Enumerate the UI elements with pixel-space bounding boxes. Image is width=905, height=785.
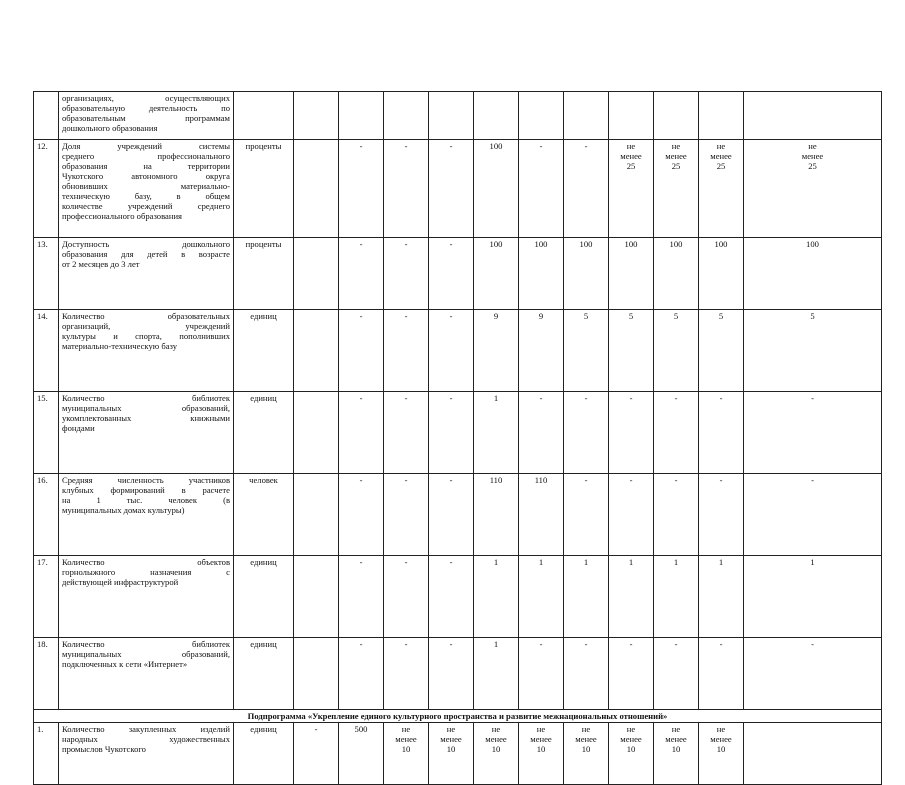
value-cell: 100 — [654, 238, 699, 310]
row-number: 14. — [34, 310, 59, 392]
value-cell: - — [699, 638, 744, 710]
value-cell: 1 — [564, 556, 609, 638]
value-cell: - — [654, 392, 699, 474]
value-line: 10 — [626, 744, 636, 754]
value-line: не — [401, 724, 411, 734]
value-cell: - — [339, 238, 384, 310]
value-cell — [339, 92, 384, 140]
value-cell — [699, 92, 744, 140]
text-line: муниципальных образований, — [62, 649, 230, 659]
indicator-name — [59, 638, 234, 710]
value-cell — [384, 723, 429, 785]
text-line: действующей инфраструктурой — [62, 577, 179, 587]
unit-cell: проценты — [234, 238, 294, 310]
value-cell: 1 — [744, 556, 882, 638]
row-number: 16. — [34, 474, 59, 556]
direction-cell — [744, 92, 882, 140]
value-cell: - — [384, 140, 429, 238]
value-cell — [294, 238, 339, 310]
text-line: образования для детей в возрасте — [62, 249, 230, 259]
table-row — [34, 392, 882, 474]
value-line: не — [716, 141, 726, 151]
text-line: укомплектованных книжными — [62, 413, 230, 423]
unit-cell: единиц — [234, 310, 294, 392]
value-cell: - — [744, 474, 882, 556]
value-cell: 500 — [339, 723, 384, 785]
value-line: 25 — [671, 161, 681, 171]
table-row — [34, 556, 882, 638]
text-line: материально-техническую базу — [62, 341, 178, 351]
table-row — [34, 723, 882, 785]
value-cell: - — [384, 310, 429, 392]
value-cell: 100 — [519, 238, 564, 310]
value-cell: 1 — [699, 556, 744, 638]
value-cell: 1 — [474, 638, 519, 710]
value-cell: - — [339, 392, 384, 474]
value-line: 10 — [446, 744, 456, 754]
table-body — [34, 92, 882, 785]
unit-cell: единиц — [234, 638, 294, 710]
value-cell: - — [429, 392, 474, 474]
text-line: обновивших материально- — [62, 181, 230, 191]
value-line: не — [536, 724, 546, 734]
text-line: культуры и спорта, пополнивших — [62, 331, 230, 341]
value-line: 10 — [536, 744, 546, 754]
value-line: не — [671, 141, 681, 151]
value-cell — [294, 474, 339, 556]
value-cell — [294, 310, 339, 392]
value-cell: 5 — [564, 310, 609, 392]
value-cell: - — [699, 392, 744, 474]
row-number: 12. — [34, 140, 59, 238]
unit-cell: проценты — [234, 140, 294, 238]
value-line: не — [626, 724, 636, 734]
value-cell: 100 — [699, 238, 744, 310]
text-line: промыслов Чукотского — [62, 744, 146, 754]
value-cell: - — [654, 638, 699, 710]
text-line: Количество образовательных — [62, 311, 230, 321]
value-cell: 1 — [474, 556, 519, 638]
indicator-name — [59, 140, 234, 238]
value-cell: 1 — [474, 392, 519, 474]
value-line: менее — [620, 734, 642, 744]
value-cell: - — [429, 556, 474, 638]
row-number: 17. — [34, 556, 59, 638]
value-cell: - — [384, 238, 429, 310]
table-row — [34, 638, 882, 710]
value-cell — [609, 140, 654, 238]
value-cell: - — [429, 474, 474, 556]
value-cell: 9 — [474, 310, 519, 392]
text-line: Количество библиотек — [62, 639, 230, 649]
value-cell — [654, 92, 699, 140]
value-cell — [609, 92, 654, 140]
row-number: 1. — [34, 723, 59, 785]
text-line: организациях, осуществляющих — [62, 93, 230, 103]
value-cell — [609, 723, 654, 785]
indicator-name — [59, 474, 234, 556]
value-cell: 110 — [474, 474, 519, 556]
value-cell: - — [429, 238, 474, 310]
value-cell: - — [564, 474, 609, 556]
value-line: не — [491, 724, 501, 734]
value-line: менее — [395, 734, 417, 744]
text-line: на 1 тыс. человек (в — [62, 495, 230, 505]
text-line: Количество закупленных изделий — [62, 724, 230, 734]
value-line: 10 — [716, 744, 726, 754]
value-cell — [654, 723, 699, 785]
value-cell: - — [339, 638, 384, 710]
value-cell: - — [564, 638, 609, 710]
value-line: менее — [665, 151, 687, 161]
value-line: менее — [801, 151, 824, 161]
value-cell: - — [654, 474, 699, 556]
value-cell: 110 — [519, 474, 564, 556]
value-cell: - — [564, 140, 609, 238]
row-number: 15. — [34, 392, 59, 474]
value-cell: - — [519, 140, 564, 238]
value-line: не — [808, 141, 817, 151]
unit-cell: человек — [234, 474, 294, 556]
table-row — [34, 310, 882, 392]
value-cell: 100 — [564, 238, 609, 310]
value-line: менее — [575, 734, 597, 744]
value-line: 25 — [716, 161, 726, 171]
value-cell: 5 — [699, 310, 744, 392]
table-row — [34, 238, 882, 310]
text-line: горнолыжного назначения с — [62, 567, 230, 577]
text-line: подключенных к сети «Интернет» — [62, 659, 188, 669]
value-cell: 100 — [609, 238, 654, 310]
value-cell: 100 — [474, 140, 519, 238]
indicators-table — [33, 91, 882, 785]
value-cell: - — [384, 638, 429, 710]
value-cell — [474, 723, 519, 785]
value-line: менее — [530, 734, 552, 744]
value-cell: 1 — [654, 556, 699, 638]
value-cell: - — [384, 474, 429, 556]
value-line: не — [581, 724, 591, 734]
value-cell: 1 — [519, 556, 564, 638]
value-cell: - — [744, 392, 882, 474]
value-cell — [564, 723, 609, 785]
value-line: не — [626, 141, 636, 151]
value-cell: - — [294, 723, 339, 785]
value-cell — [474, 92, 519, 140]
section-title: Подпрограмма «Укрепление единого культурного пространства и развитие межнациональных отношений» — [34, 710, 882, 723]
text-line: профессионального образования — [62, 211, 182, 221]
unit-cell: единиц — [234, 556, 294, 638]
text-line: образования на территории — [62, 161, 230, 171]
value-cell — [429, 92, 474, 140]
unit-cell: единиц — [234, 723, 294, 785]
text-line: Чукотского автономного округа — [62, 171, 230, 181]
text-line: Количество объектов — [62, 557, 230, 567]
value-cell — [519, 723, 564, 785]
text-line: народных художественных — [62, 734, 230, 744]
value-cell: - — [429, 638, 474, 710]
value-line: менее — [485, 734, 507, 744]
value-cell — [294, 392, 339, 474]
value-line: не — [716, 724, 726, 734]
value-cell: - — [564, 392, 609, 474]
text-line: количестве учреждений среднего — [62, 201, 230, 211]
text-line: фондами — [62, 423, 95, 433]
value-line: 10 — [581, 744, 591, 754]
value-cell: - — [519, 392, 564, 474]
table-row — [34, 474, 882, 556]
text-line: среднего профессионального — [62, 151, 230, 161]
row-number: 13. — [34, 238, 59, 310]
value-cell: - — [384, 392, 429, 474]
value-cell: - — [429, 140, 474, 238]
indicator-name — [59, 92, 234, 140]
unit-cell: единиц — [234, 392, 294, 474]
value-cell: - — [429, 310, 474, 392]
text-line: муниципальных образований, — [62, 403, 230, 413]
value-cell — [654, 140, 699, 238]
table-row — [34, 92, 882, 140]
value-line: менее — [440, 734, 462, 744]
indicator-name — [59, 392, 234, 474]
value-cell: 5 — [654, 310, 699, 392]
value-line: менее — [710, 734, 732, 744]
value-cell: - — [744, 638, 882, 710]
value-cell: 5 — [609, 310, 654, 392]
text-line: организаций, учреждений — [62, 321, 230, 331]
value-cell: - — [699, 474, 744, 556]
value-line: 25 — [808, 161, 817, 171]
text-line: Доступность дошкольного — [62, 239, 230, 249]
indicator-name — [59, 238, 234, 310]
value-cell — [699, 723, 744, 785]
text-line: образовательную деятельность по — [62, 103, 230, 113]
value-cell — [294, 92, 339, 140]
text-line: дошкольного образования — [62, 123, 158, 133]
value-cell: - — [339, 556, 384, 638]
text-line: клубных формирований в расчете — [62, 485, 230, 495]
value-cell: - — [339, 474, 384, 556]
section-row — [34, 710, 882, 723]
value-cell: - — [384, 556, 429, 638]
value-cell — [744, 723, 882, 785]
text-line: техническую базу, в общем — [62, 191, 230, 201]
row-number — [34, 92, 59, 140]
value-cell: - — [609, 474, 654, 556]
value-cell — [294, 556, 339, 638]
text-line: Средняя численность участников — [62, 475, 230, 485]
value-line: 10 — [491, 744, 501, 754]
value-cell: 100 — [474, 238, 519, 310]
value-cell — [294, 638, 339, 710]
text-line: Количество библиотек — [62, 393, 230, 403]
text-line: Доля учреждений системы — [62, 141, 230, 151]
text-line: муниципальных домах культуры) — [62, 505, 185, 515]
text-line: образовательным программам — [62, 113, 230, 123]
value-cell: - — [519, 638, 564, 710]
value-cell — [699, 140, 744, 238]
value-cell — [384, 92, 429, 140]
value-cell: 9 — [519, 310, 564, 392]
value-line: менее — [665, 734, 687, 744]
value-cell — [519, 92, 564, 140]
value-cell: - — [609, 392, 654, 474]
value-cell — [564, 92, 609, 140]
indicator-name — [59, 556, 234, 638]
table-row — [34, 140, 882, 238]
value-line: 10 — [671, 744, 681, 754]
value-line: менее — [710, 151, 732, 161]
value-cell — [429, 723, 474, 785]
indicator-name — [59, 310, 234, 392]
unit-cell — [234, 92, 294, 140]
value-line: 25 — [626, 161, 636, 171]
value-line: не — [671, 724, 681, 734]
value-cell: 5 — [744, 310, 882, 392]
value-cell: - — [609, 638, 654, 710]
value-cell — [294, 140, 339, 238]
value-cell: 1 — [609, 556, 654, 638]
value-cell: 100 — [744, 238, 882, 310]
value-line: менее — [620, 151, 642, 161]
indicator-name — [59, 723, 234, 785]
value-line: 10 — [401, 744, 411, 754]
text-line: от 2 месяцев до 3 лет — [62, 259, 140, 269]
row-number: 18. — [34, 638, 59, 710]
value-cell: - — [339, 140, 384, 238]
value-line: не — [446, 724, 456, 734]
value-cell: - — [339, 310, 384, 392]
value-cell — [744, 140, 882, 238]
